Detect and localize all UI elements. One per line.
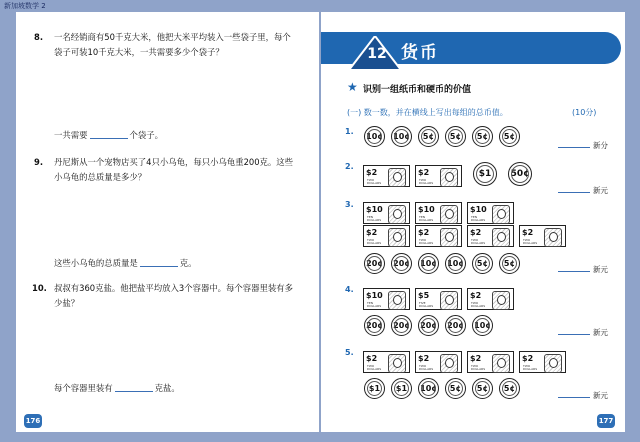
portrait-icon [388,291,406,310]
portrait-icon [388,205,406,224]
coin-icon: 10¢ [418,253,439,274]
unit-label: 新元 [593,391,608,400]
banknote-icon: $2 TWO DOLLARS [467,351,514,373]
answer-blank[interactable] [558,147,590,148]
banknote-icon: $10 TEN DOLLARS [363,202,410,224]
banknote-icon: $2 TWO DOLLARS [363,165,410,187]
star-icon: ★ [347,80,358,94]
group-number: 2. [345,162,354,171]
coin-icon: 10¢ [391,126,412,147]
lesson-number: 12 [367,46,387,62]
portrait-icon [440,205,458,224]
portrait-icon [388,228,406,247]
question-text: 一名经销商有50千克大米，他把大米平均装入一些袋子里，每个 [54,32,291,42]
banknote-icon: $2 TWO DOLLARS [467,288,514,310]
banknote-icon: $2 TWO DOLLARS [363,225,410,247]
top-bar [0,0,640,12]
subsection-title: (一) 数一数，并在横线上写出每组的总币值。 [347,108,508,117]
coin-icon: 20¢ [364,253,385,274]
portrait-icon [388,168,406,187]
coin-icon: 5¢ [499,378,520,399]
answer-blank[interactable] [90,128,128,139]
banknote-icon: $2 TWO DOLLARS [519,225,566,247]
unit-label: 新分 [593,141,608,150]
question-number: 8. [34,32,44,42]
book-title: 新加坡数学 2 [4,2,46,10]
banknote-icon: $2 TWO DOLLARS [415,225,462,247]
banknote-icon: $2 TWO DOLLARS [415,165,462,187]
portrait-icon [492,354,510,373]
section-title: 识别一组纸币和硬币的价值 [363,85,472,95]
coin-icon: 50¢ [508,162,532,186]
answer-blank[interactable] [558,334,590,335]
group-number: 4. [345,285,354,294]
left-page [16,12,319,432]
coin-icon: $1 [391,378,412,399]
question-text: 叔叔有360克盐。他把盐平均放入3个容器中。每个容器里装有多 [54,283,294,293]
answer-line-8: 一共需要 个袋子。 [54,130,163,140]
unit-label: 新元 [593,328,608,337]
question-number: 9. [34,157,44,167]
lesson-title: 货币 [401,43,439,63]
answer-line-10: 每个容器里装有 克盐。 [54,383,180,393]
coin-icon: 20¢ [391,315,412,336]
answer-blank[interactable] [140,256,178,267]
coin-icon: 5¢ [472,126,493,147]
answer-blank[interactable] [115,381,153,392]
page-number: 176 [24,414,42,428]
coin-icon: 5¢ [418,126,439,147]
question-text: 少盐？ [54,297,80,308]
banknote-icon: $2 TWO DOLLARS [467,225,514,247]
score-label: (10分) [572,108,597,117]
lesson-banner [321,32,621,64]
answer-blank[interactable] [558,192,590,193]
coin-icon: $1 [473,162,497,186]
coin-icon: 5¢ [499,126,520,147]
coin-icon: 5¢ [499,253,520,274]
coin-icon: 10¢ [364,126,385,147]
coin-icon: $1 [364,378,385,399]
group-number: 1. [345,127,354,136]
banknote-icon: $2 TWO DOLLARS [363,351,410,373]
unit-label: 新元 [593,265,608,274]
banknote-icon: $5 FIVE DOLLARS [415,288,462,310]
question-number: 10. [32,283,47,293]
coin-icon: 20¢ [445,315,466,336]
banknote-icon: $10 TEN DOLLARS [363,288,410,310]
right-page [321,12,625,432]
coin-icon: 5¢ [472,253,493,274]
portrait-icon [492,205,510,224]
portrait-icon [440,228,458,247]
portrait-icon [440,354,458,373]
portrait-icon [440,291,458,310]
portrait-icon [544,354,562,373]
group-number: 5. [345,348,354,357]
coin-icon: 10¢ [445,253,466,274]
banknote-icon: $2 TWO DOLLARS [415,351,462,373]
question-text: 袋子可装10千克大米，一共需要多少个袋子？ [54,46,224,57]
portrait-icon [492,291,510,310]
coin-icon: 20¢ [418,315,439,336]
banknote-icon: $10 TEN DOLLARS [467,202,514,224]
portrait-icon [544,228,562,247]
banknote-icon: $2 TWO DOLLARS [519,351,566,373]
answer-line-9: 这些小乌龟的总质量是 克。 [54,258,197,268]
portrait-icon [440,168,458,187]
unit-label: 新元 [593,186,608,195]
coin-icon: 5¢ [472,378,493,399]
banknote-icon: $10 TEN DOLLARS [415,202,462,224]
coin-icon: 20¢ [391,253,412,274]
answer-blank[interactable] [558,397,590,398]
coin-icon: 5¢ [445,126,466,147]
portrait-icon [492,228,510,247]
page-number: 177 [597,414,615,428]
portrait-icon [388,354,406,373]
question-text: 小乌龟的总质量是多少？ [54,171,147,182]
coin-icon: 5¢ [445,378,466,399]
group-number: 3. [345,200,354,209]
coin-icon: 10¢ [472,315,493,336]
answer-blank[interactable] [558,271,590,272]
coin-icon: 10¢ [418,378,439,399]
question-text: 丹尼斯从一个宠物店买了4只小乌龟，每只小乌龟重200克。这些 [54,157,294,167]
coin-icon: 20¢ [364,315,385,336]
